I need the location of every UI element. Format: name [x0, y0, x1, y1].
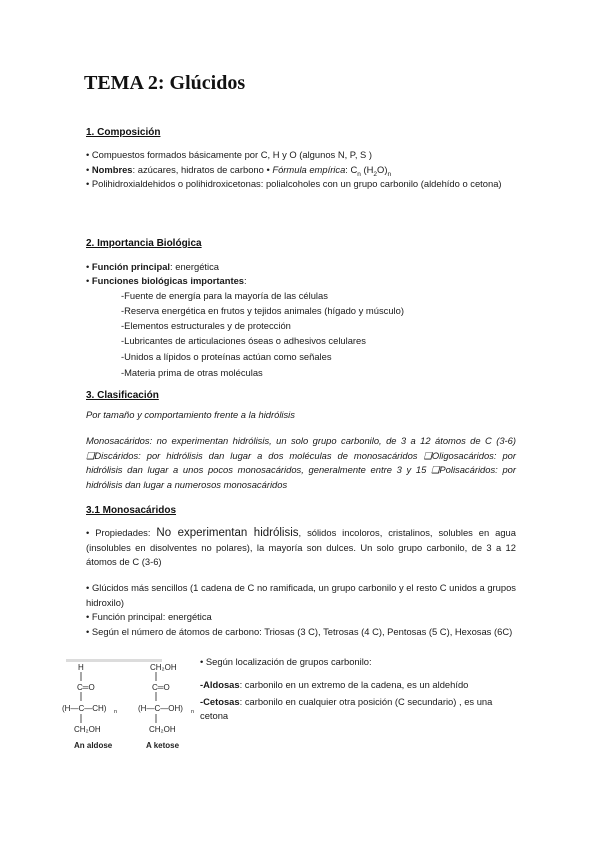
funciones-biologicas-label: Funciones biológicas importantes	[91, 275, 244, 286]
glucidos-sencillos-paragraph: • Glúcidos más sencillos (1 cadena de C no ramificada, un grupo carbonilo y el resto C unidos a grupos hidroxilo)	[86, 582, 516, 608]
aldose-chain: (H—C—CH)	[62, 704, 107, 713]
ketose-ch2oh-top: CH₂OH	[150, 663, 177, 672]
clasificacion-paragraph: Monosacáridos: no experimentan hidrólisis, un solo grupo carbonilo, de 3 a 12 átomos de C (3-6) ❑Discáridos: por hidrólisis dan lugar a dos moléculas de monosacáridos ❑Oligosacáridos: por hidrólisis dan lugar a unos pocos monosacáridos, generalmente entre 3 y 15 ❑Polisacáridos: por hidrólisis dan lugar a numerosos monosacáridos	[86, 435, 516, 490]
aldose-ch2oh: CH₂OH	[74, 725, 101, 734]
nombres-text: : azúcares, hidratos de carbono •	[132, 164, 273, 175]
section-heading-importancia: 2. Importancia Biológica	[86, 238, 202, 249]
funcion-item: -Unidos a lípidos o proteínas actúan como señales	[121, 351, 332, 362]
composicion-line-3: • Polihidroxialdehidos o polihidroxicetonas: polialcoholes con un grupo carbonilo (aldehído o cetona)	[86, 178, 502, 189]
propiedades-highlight: No experimentan hidrólisis	[156, 527, 299, 539]
formula-sub: n	[387, 170, 392, 178]
ketose-n: n	[191, 709, 195, 715]
formula-part: : C	[345, 164, 358, 175]
formula-label: Fórmula empírica	[272, 164, 346, 175]
ketose-ch2oh: CH₂OH	[149, 725, 176, 734]
formula-sub: n	[357, 170, 361, 178]
funcion-principal-label: Función principal	[91, 261, 171, 272]
funcion-energetica-line: • Función principal: energética	[86, 611, 212, 622]
aldose-label: An aldose	[74, 741, 113, 750]
propiedades-paragraph	[86, 526, 516, 570]
funcion-item: -Reserva energética en frutos y tejidos animales (hígado y músculo)	[121, 305, 404, 316]
numero-carbonos-paragraph: • Según el número de átomos de carbono: Triosas (3 C), Tetrosas (4 C), Pentosas (5 C), Hexosas (6C)	[86, 626, 513, 637]
page-title: TEMA 2: Glúcidos	[84, 72, 246, 94]
cetosas-text: : carbonilo en cualquier otra posición (C secundario) , es una cetona	[200, 696, 493, 721]
section-heading-composicion: 1. Composición	[86, 127, 161, 138]
cetosas-line	[200, 695, 515, 723]
funciones-biologicas-line: • Funciones biológicas importantes:	[86, 275, 247, 286]
section-heading-monosacaridos: 3.1 Monosacáridos	[86, 505, 177, 516]
funciones-biologicas-colon: :	[244, 275, 247, 286]
composicion-line-1: • Compuestos formados básicamente por C, H y O (algunos N, P, S )	[86, 149, 373, 160]
formula-sub: 2	[373, 170, 378, 178]
section-heading-clasificacion: 3. Clasificación	[86, 390, 159, 401]
funcion-item: -Materia prima de otras moléculas	[121, 367, 263, 378]
ketose-chain: (H—C—OH)	[138, 704, 183, 713]
aldosas-text: : carbonilo en un extremo de la cadena, es un aldehído	[239, 679, 469, 690]
aldose-n: n	[114, 709, 118, 715]
aldosas-label: -Aldosas	[200, 679, 240, 690]
nombres-label: Nombres	[91, 164, 133, 175]
diagram-caption-smudge	[66, 659, 162, 662]
funcion-item: -Fuente de energía para la mayoría de las células	[121, 290, 328, 301]
funcion-principal-line: • Función principal: energética	[86, 261, 220, 272]
propiedades-text: , sólidos incoloros, cristalinos, solubles en agua (insolubles en disolventes no polares), la mayoría son dulces. Un solo grupo carbonilo, de 3 a 12 átomos de C (3-6)	[86, 527, 516, 568]
composicion-line-2: • Nombres: azúcares, hidratos de carbono • Fórmula empírica: $C_n$ $(H_2O)_n$	[86, 164, 392, 178]
ketose-carbonyl: C═O	[152, 683, 170, 692]
formula-part: (H	[360, 164, 374, 175]
localizacion-carbonilo-line: • Según localización de grupos carbonilo:	[200, 656, 372, 667]
ketose-label: A ketose	[146, 741, 180, 750]
aldose-h-top: H	[78, 663, 84, 672]
funcion-principal-text: : energética	[170, 261, 220, 272]
cetosas-label: -Cetosas	[200, 696, 240, 707]
aldose-carbonyl: C═O	[77, 683, 95, 692]
aldosas-line	[200, 678, 515, 692]
propiedades-label: • Propiedades:	[86, 527, 157, 538]
funcion-item: -Elementos estructurales y de protección	[121, 320, 291, 331]
aldose-ketose-diagram	[60, 656, 196, 754]
clasificacion-subtitle: Por tamaño y comportamiento frente a la hidrólisis	[86, 409, 295, 420]
funcion-item: -Lubricantes de articulaciones óseas o adhesivos celulares	[121, 335, 366, 346]
formula-part: O)	[377, 164, 388, 175]
